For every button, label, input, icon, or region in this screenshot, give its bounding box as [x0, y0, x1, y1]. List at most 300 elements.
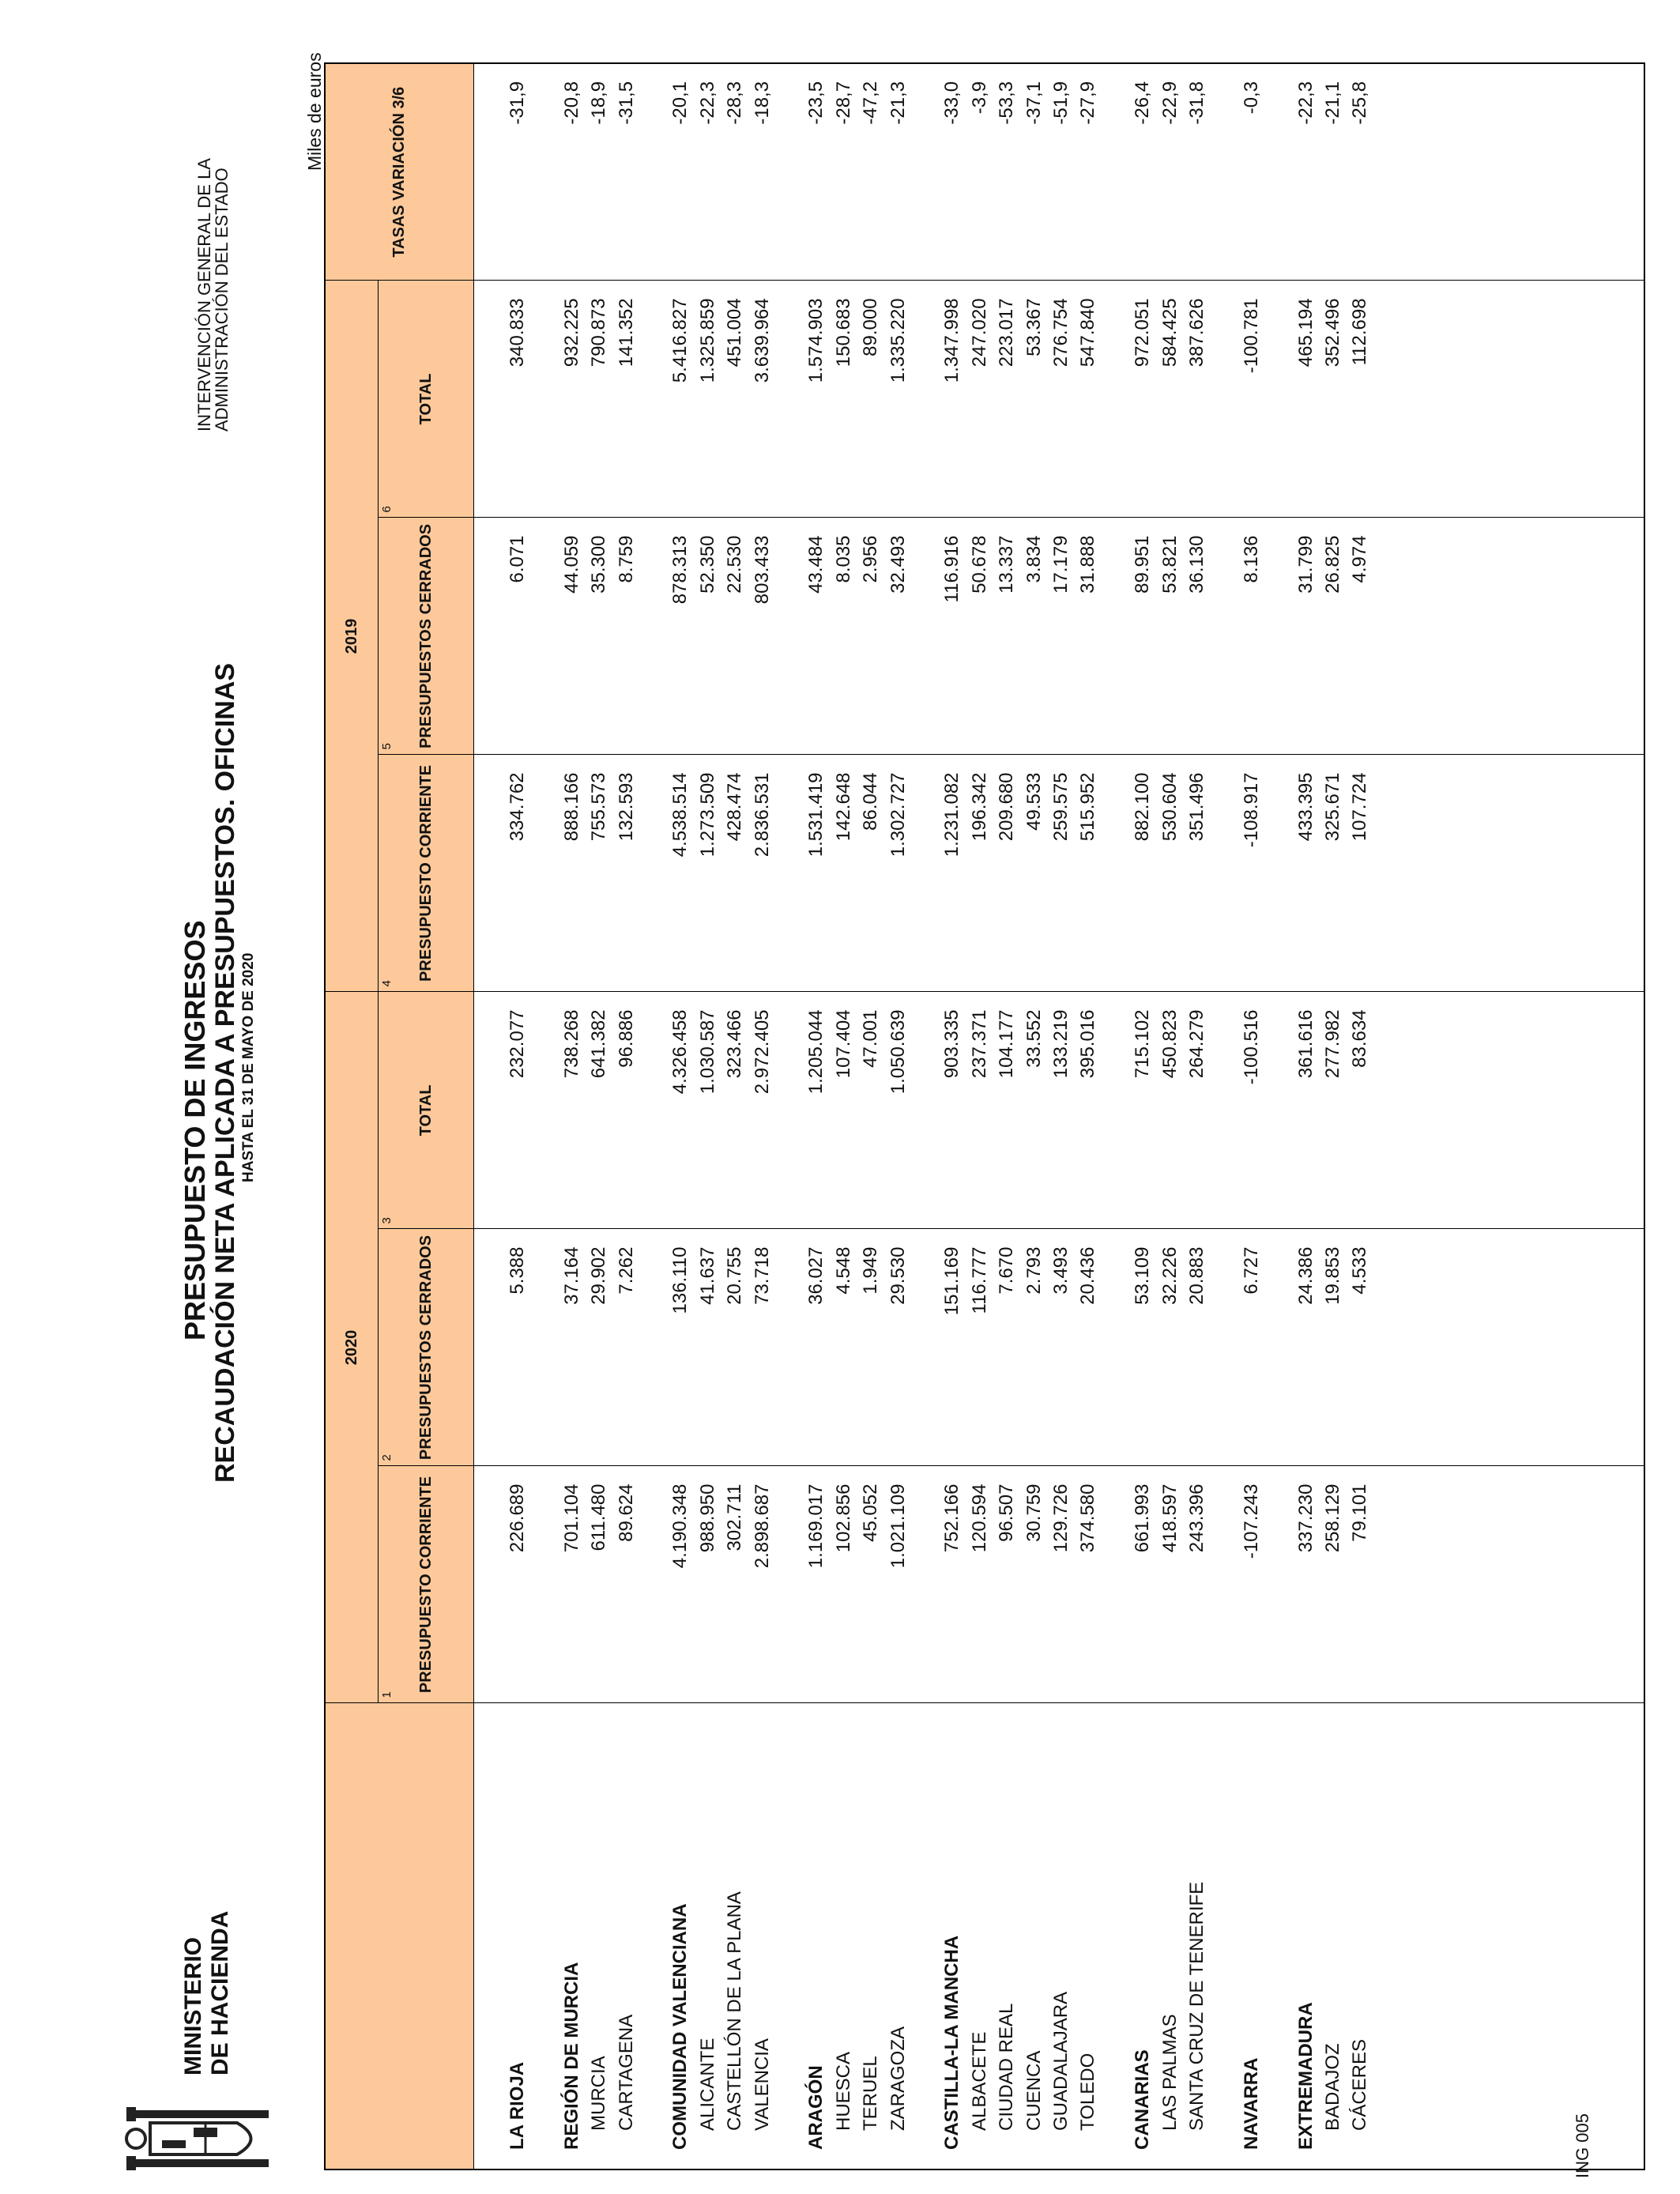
- rate-cell: [1267, 64, 1290, 281]
- value-cell: 530.604: [1158, 772, 1181, 842]
- value-cell: 26.825: [1322, 535, 1343, 594]
- value-cell: 302.711: [724, 1483, 746, 1551]
- value-cell: 878.313: [669, 535, 691, 605]
- value-cell: [913, 281, 937, 517]
- value-cell: 465.194: [1294, 298, 1317, 368]
- value-column: [474, 755, 1645, 992]
- value-cell: 102.856: [832, 1483, 854, 1553]
- value-cell: 611.480: [588, 1483, 610, 1551]
- value-cell: [778, 1230, 801, 1466]
- col-3-header: [379, 992, 474, 1229]
- value-cell: 53.109: [1132, 1246, 1154, 1305]
- value-cell: 803.433: [751, 535, 773, 605]
- rate-cell: [778, 64, 801, 281]
- value-column: [474, 1466, 1645, 1703]
- value-cell: 13.337: [996, 535, 1018, 594]
- value-cell: 43.484: [805, 535, 827, 594]
- value-cell: 4.538.514: [669, 772, 691, 858]
- value-cell: [1212, 755, 1236, 991]
- value-cell: 31.799: [1294, 535, 1317, 594]
- value-cell: 428.474: [724, 772, 746, 842]
- value-cell: [778, 992, 801, 1228]
- value-cell: 5.388: [507, 1246, 528, 1295]
- value-cell: 151.169: [941, 1246, 963, 1316]
- value-cell: [913, 518, 937, 754]
- value-cell: [533, 992, 556, 1228]
- col-label: PRESUPUESTO CORRIENTE: [416, 1476, 435, 1694]
- value-cell: 32.493: [887, 535, 909, 594]
- value-cell: [1212, 281, 1236, 517]
- col-4-header: [379, 755, 474, 992]
- spacer: [913, 1704, 937, 2169]
- value-cell: [778, 1467, 801, 1703]
- col-2-header: [379, 1229, 474, 1466]
- spacer: [533, 1704, 556, 2169]
- value-cell: 247.020: [968, 298, 990, 368]
- value-cell: 715.102: [1132, 1009, 1154, 1079]
- value-cell: 1.169.017: [805, 1483, 827, 1569]
- rate-cell: [533, 64, 556, 281]
- col-label: TOTAL: [416, 1084, 435, 1137]
- value-cell: [1104, 1230, 1128, 1466]
- value-cell: [1267, 1467, 1290, 1703]
- value-cell: 47.001: [860, 1009, 882, 1068]
- value-cell: 107.404: [832, 1009, 854, 1079]
- value-cell: [778, 281, 801, 517]
- value-cell: 53.367: [1023, 298, 1045, 356]
- values-col-2: [474, 1230, 1644, 1466]
- region-name: LA RIOJA: [507, 2061, 528, 2150]
- value-cell: 264.279: [1186, 1009, 1207, 1079]
- value-cell: 418.597: [1158, 1483, 1181, 1553]
- rate-cell: -27,9: [1077, 81, 1099, 125]
- office-name: MURCIA: [588, 2056, 610, 2131]
- value-cell: 32.226: [1158, 1246, 1181, 1305]
- value-cell: [1104, 281, 1128, 517]
- region-name: COMUNIDAD VALENCIANA: [669, 1903, 691, 2150]
- rate-cell: -22,3: [696, 81, 718, 125]
- rate-cell: [1212, 64, 1236, 281]
- value-cell: 20.755: [724, 1246, 746, 1305]
- value-cell: [1104, 755, 1128, 991]
- office-name: LAS PALMAS: [1158, 2014, 1181, 2131]
- value-cell: 3.639.964: [751, 298, 773, 383]
- coat-of-arms-icon: [119, 2107, 284, 2170]
- tasas-header: [325, 63, 474, 281]
- value-column: [474, 1229, 1645, 1466]
- value-cell: [533, 755, 556, 991]
- col-label: PRESUPUESTOS CERRADOS: [416, 523, 435, 749]
- value-cell: 361.616: [1294, 1009, 1317, 1079]
- col-5-header: [379, 518, 474, 755]
- value-cell: 24.386: [1294, 1246, 1317, 1305]
- values-col-3: [474, 992, 1644, 1228]
- form-code: ING 005: [1573, 2113, 1592, 2178]
- value-cell: 547.840: [1077, 298, 1099, 368]
- value-cell: 374.580: [1077, 1483, 1099, 1553]
- value-cell: 7.262: [615, 1246, 637, 1295]
- rate-cell: -47,2: [860, 81, 882, 125]
- col-1-header: [379, 1466, 474, 1703]
- value-cell: 120.594: [968, 1483, 990, 1553]
- spacer: [642, 1704, 665, 2169]
- value-cell: 515.952: [1077, 772, 1099, 842]
- value-cell: [913, 755, 937, 991]
- value-cell: -100.781: [1240, 298, 1262, 374]
- rate-cell: -31,9: [507, 81, 528, 125]
- col-label: PRESUPUESTOS CERRADOS: [416, 1235, 435, 1461]
- rate-cell: -51,9: [1050, 81, 1072, 125]
- office-name: ZARAGOZA: [887, 2026, 909, 2131]
- rate-cell: -18,9: [588, 81, 610, 125]
- rate-cell: [913, 64, 937, 281]
- value-cell: 53.821: [1158, 535, 1181, 594]
- values-col-1: [474, 1467, 1644, 1703]
- value-cell: [533, 518, 556, 754]
- value-cell: 5.416.827: [669, 298, 691, 383]
- value-cell: 2.836.531: [751, 772, 773, 858]
- tasas-label: TASAS VARIACIÓN 3/6: [390, 86, 408, 258]
- value-cell: 22.530: [724, 535, 746, 594]
- value-cell: 86.044: [860, 772, 882, 831]
- value-cell: 1.231.082: [941, 772, 963, 858]
- value-cell: 116.916: [941, 535, 963, 603]
- col-number: 2: [380, 1454, 394, 1461]
- value-cell: [1104, 992, 1128, 1228]
- value-cell: [1104, 518, 1128, 754]
- value-cell: -107.243: [1240, 1483, 1262, 1559]
- value-cell: 196.342: [968, 772, 990, 842]
- office-name: TERUEL: [860, 2056, 882, 2131]
- value-cell: 3.834: [1023, 535, 1045, 583]
- value-cell: 45.052: [860, 1483, 882, 1542]
- value-cell: 96.886: [615, 1009, 637, 1068]
- value-column: [474, 63, 1645, 281]
- rate-cell: -31,8: [1186, 81, 1207, 125]
- value-cell: 351.496: [1186, 772, 1207, 842]
- value-cell: [913, 1467, 937, 1703]
- value-cell: [642, 1467, 665, 1703]
- col-number: 5: [380, 743, 394, 750]
- value-cell: 223.017: [996, 298, 1018, 368]
- spacer: [1104, 1704, 1128, 2169]
- value-cell: 89.624: [615, 1483, 637, 1542]
- value-cell: 35.300: [588, 535, 610, 594]
- value-cell: 325.671: [1322, 772, 1343, 842]
- title-line2: RECAUDACIÓN NETA APLICADA A PRESUPUESTOS. OFICINAS: [210, 662, 240, 1483]
- rate-cell: -53,3: [996, 81, 1018, 125]
- region-name: ARAGÓN: [805, 2065, 827, 2150]
- col-label: TOTAL: [416, 373, 435, 425]
- office-name: GUADALAJARA: [1050, 1991, 1072, 2131]
- value-cell: 243.396: [1186, 1483, 1207, 1553]
- value-cell: 49.533: [1023, 772, 1045, 831]
- value-cell: 1.205.044: [805, 1009, 827, 1095]
- value-cell: 450.823: [1158, 1009, 1181, 1079]
- value-cell: [778, 755, 801, 991]
- value-cell: [1212, 518, 1236, 754]
- office-name: VALENCIA: [751, 2038, 773, 2131]
- value-cell: [1212, 992, 1236, 1228]
- value-cell: 1.531.419: [805, 772, 827, 858]
- value-cell: 3.493: [1050, 1246, 1072, 1295]
- value-cell: [642, 992, 665, 1228]
- rate-cell: -21,3: [887, 81, 909, 125]
- value-cell: 641.382: [588, 1009, 610, 1079]
- revenue-table: [324, 62, 1645, 2170]
- rate-cell: -33,0: [941, 81, 963, 125]
- value-cell: 395.016: [1077, 1009, 1099, 1079]
- value-cell: [1212, 1230, 1236, 1466]
- value-cell: 1.347.998: [941, 298, 963, 383]
- value-cell: 259.575: [1050, 772, 1072, 842]
- value-cell: [1267, 281, 1290, 517]
- year-2020-header: 2020: [325, 992, 379, 1703]
- value-cell: 584.425: [1158, 298, 1181, 368]
- value-cell: 888.166: [560, 772, 582, 842]
- col-number: 1: [380, 1691, 394, 1698]
- value-cell: 882.100: [1132, 772, 1154, 842]
- rate-cell: -22,3: [1294, 81, 1317, 125]
- value-cell: 4.326.458: [669, 1009, 691, 1095]
- value-cell: 19.853: [1322, 1246, 1343, 1305]
- value-cell: 141.352: [615, 298, 637, 368]
- value-cell: [1267, 1230, 1290, 1466]
- value-cell: -108.917: [1240, 772, 1262, 848]
- value-cell: [642, 1230, 665, 1466]
- value-cell: 323.466: [724, 1009, 746, 1079]
- rate-cell: [1104, 64, 1128, 281]
- value-cell: 30.759: [1023, 1483, 1045, 1542]
- value-cell: [1267, 518, 1290, 754]
- value-cell: 1.325.859: [696, 298, 718, 383]
- value-cell: 972.051: [1132, 298, 1154, 368]
- rate-cell: -18,3: [751, 81, 773, 125]
- rate-cell: -28,7: [832, 81, 854, 125]
- office-name: ALICANTE: [696, 2038, 718, 2131]
- office-name: CIUDAD REAL: [996, 2003, 1018, 2131]
- rate-cell: -28,3: [724, 81, 746, 125]
- value-cell: 2.956: [860, 535, 882, 583]
- value-cell: 451.004: [724, 298, 746, 368]
- report-title: [180, 455, 258, 1483]
- office-name: TOLEDO: [1077, 2053, 1099, 2131]
- value-cell: 276.754: [1050, 298, 1072, 368]
- value-cell: 29.902: [588, 1246, 610, 1305]
- value-cell: 903.335: [941, 1009, 963, 1079]
- value-cell: 8.035: [832, 535, 854, 583]
- col-number: 4: [380, 980, 394, 987]
- value-cell: 277.982: [1322, 1009, 1343, 1079]
- value-cell: 37.164: [560, 1246, 582, 1305]
- value-column: [474, 518, 1645, 755]
- rate-cell: -21,1: [1322, 81, 1343, 125]
- rate-cell: -22,9: [1158, 81, 1181, 125]
- value-cell: 237.371: [968, 1009, 990, 1079]
- value-cell: 1.273.509: [696, 772, 718, 858]
- office-names: [474, 1704, 1644, 2169]
- value-cell: 6.727: [1240, 1246, 1262, 1295]
- value-cell: [913, 1230, 937, 1466]
- office-name: CARTAGENA: [615, 2014, 637, 2131]
- rate-cell: -25,8: [1349, 81, 1371, 125]
- value-cell: 79.101: [1349, 1483, 1371, 1542]
- value-cell: [533, 281, 556, 517]
- rate-cell: -20,8: [560, 81, 582, 125]
- value-cell: 387.626: [1186, 298, 1207, 368]
- value-cell: 41.637: [696, 1246, 718, 1305]
- ministry-name: [180, 1911, 234, 2075]
- value-cell: [1212, 1467, 1236, 1703]
- value-cell: 132.593: [615, 772, 637, 842]
- values-col-5: [474, 518, 1644, 754]
- value-cell: 36.130: [1186, 535, 1207, 594]
- value-cell: 116.777: [968, 1246, 990, 1314]
- value-cell: 7.670: [996, 1246, 1018, 1295]
- office-name: BADAJOZ: [1322, 2043, 1343, 2131]
- value-cell: 1.030.587: [696, 1009, 718, 1095]
- value-cell: 661.993: [1132, 1483, 1154, 1553]
- value-cell: [642, 518, 665, 754]
- value-cell: 104.177: [996, 1009, 1018, 1079]
- region-name: REGIÓN DE MURCIA: [560, 1962, 582, 2150]
- value-cell: 334.762: [507, 772, 528, 842]
- value-cell: 352.496: [1322, 298, 1343, 368]
- value-cell: 89.951: [1132, 535, 1154, 594]
- col-label: PRESUPUESTO CORRIENTE: [416, 764, 435, 982]
- value-cell: 209.680: [996, 772, 1018, 842]
- year-2019-header: 2019: [325, 281, 379, 992]
- value-cell: 17.179: [1050, 535, 1072, 594]
- value-cell: -100.516: [1240, 1009, 1262, 1085]
- region-name: CASTILLA-LA MANCHA: [941, 1935, 963, 2150]
- value-cell: 1.574.903: [805, 298, 827, 383]
- value-cell: [1104, 1467, 1128, 1703]
- value-cell: 50.678: [968, 535, 990, 594]
- igae-line2: ADMINISTRACIÓN DEL ESTADO: [212, 168, 232, 432]
- title-line3: HASTA EL 31 DE MAYO DE 2020: [240, 952, 257, 1182]
- value-cell: 226.689: [507, 1483, 528, 1553]
- value-cell: 2.793: [1023, 1246, 1045, 1295]
- rate-cell: -31,5: [615, 81, 637, 125]
- col-number: 3: [380, 1217, 394, 1224]
- value-cell: 112.698: [1349, 298, 1371, 366]
- rate-cell: -0,3: [1240, 81, 1262, 115]
- ministry-line2: DE HACIENDA: [207, 1910, 233, 2075]
- region-name: CANARIAS: [1132, 2049, 1154, 2150]
- value-cell: 36.027: [805, 1246, 827, 1305]
- value-cell: 1.302.727: [887, 772, 909, 858]
- value-column: [474, 281, 1645, 518]
- value-cell: 96.507: [996, 1483, 1018, 1542]
- table-body-row: [474, 63, 1645, 2169]
- issuing-body: [196, 158, 231, 432]
- value-cell: 738.268: [560, 1009, 582, 1079]
- value-cell: 1.949: [860, 1246, 882, 1295]
- value-cell: 433.395: [1294, 772, 1317, 842]
- value-cell: 258.129: [1322, 1483, 1343, 1553]
- value-cell: [1267, 755, 1290, 991]
- value-cell: 701.104: [560, 1483, 582, 1553]
- region-name: NAVARRA: [1240, 2057, 1262, 2150]
- value-cell: 2.898.687: [751, 1483, 773, 1569]
- value-cell: 1.021.109: [887, 1483, 909, 1569]
- spacer: [778, 1704, 801, 2169]
- value-cell: 4.190.348: [669, 1483, 691, 1569]
- units-label: Miles de euros: [304, 52, 325, 171]
- rate-cell: -20,1: [669, 81, 691, 125]
- value-cell: 142.648: [832, 772, 854, 842]
- office-header: [325, 1703, 474, 2169]
- rate-cell: -26,4: [1132, 81, 1154, 125]
- value-cell: 6.071: [507, 535, 528, 583]
- value-cell: [1267, 992, 1290, 1228]
- office-name: CASTELLÓN DE LA PLANA: [724, 1891, 746, 2131]
- value-cell: 988.950: [696, 1483, 718, 1553]
- value-cell: 136.110: [669, 1246, 691, 1314]
- value-cell: [913, 992, 937, 1228]
- value-cell: [778, 518, 801, 754]
- value-cell: 133.219: [1050, 1009, 1072, 1079]
- value-cell: 8.759: [615, 535, 637, 583]
- value-cell: 83.634: [1349, 1009, 1371, 1068]
- value-cell: 4.974: [1349, 535, 1371, 583]
- value-cell: 20.883: [1186, 1246, 1207, 1305]
- value-cell: 337.230: [1294, 1483, 1317, 1553]
- value-cell: 752.166: [941, 1483, 963, 1553]
- value-cell: 1.335.220: [887, 298, 909, 383]
- value-cell: 107.724: [1349, 772, 1371, 842]
- value-cell: 52.350: [696, 535, 718, 594]
- value-cell: 4.548: [832, 1246, 854, 1295]
- value-cell: 44.059: [560, 535, 582, 594]
- value-cell: 2.972.405: [751, 1009, 773, 1095]
- value-cell: 8.136: [1240, 535, 1262, 583]
- value-cell: 1.050.639: [887, 1009, 909, 1095]
- region-name: EXTREMADURA: [1294, 2002, 1317, 2150]
- value-cell: 755.573: [588, 772, 610, 842]
- value-cell: [642, 755, 665, 991]
- value-cell: 932.225: [560, 298, 582, 368]
- value-column: [474, 992, 1645, 1229]
- value-cell: 129.726: [1050, 1483, 1072, 1553]
- value-cell: 340.833: [507, 298, 528, 368]
- value-cell: 31.888: [1077, 535, 1099, 594]
- values-col-tasas: [474, 64, 1644, 281]
- values-col-4: [474, 755, 1644, 991]
- value-cell: 150.683: [832, 298, 854, 368]
- values-col-6: [474, 281, 1644, 517]
- office-name: CUENCA: [1023, 2050, 1045, 2131]
- value-cell: 33.552: [1023, 1009, 1045, 1068]
- office-name: HUESCA: [832, 2051, 854, 2131]
- office-name: ALBACETE: [968, 2031, 990, 2131]
- spacer: [1267, 1704, 1290, 2169]
- value-cell: [642, 281, 665, 517]
- value-cell: 29.530: [887, 1246, 909, 1305]
- value-cell: 20.436: [1077, 1246, 1099, 1305]
- rate-cell: -3,9: [968, 81, 990, 115]
- value-cell: [533, 1467, 556, 1703]
- value-cell: 4.533: [1349, 1246, 1371, 1295]
- value-cell: 232.077: [507, 1009, 528, 1079]
- rate-cell: -23,5: [805, 81, 827, 125]
- igae-line1: INTERVENCIÓN GENERAL DE LA: [194, 158, 214, 432]
- rate-cell: [642, 64, 665, 281]
- rate-cell: -37,1: [1023, 81, 1045, 125]
- title-line1: PRESUPUESTO DE INGRESOS: [179, 920, 211, 1340]
- value-cell: 73.718: [751, 1246, 773, 1305]
